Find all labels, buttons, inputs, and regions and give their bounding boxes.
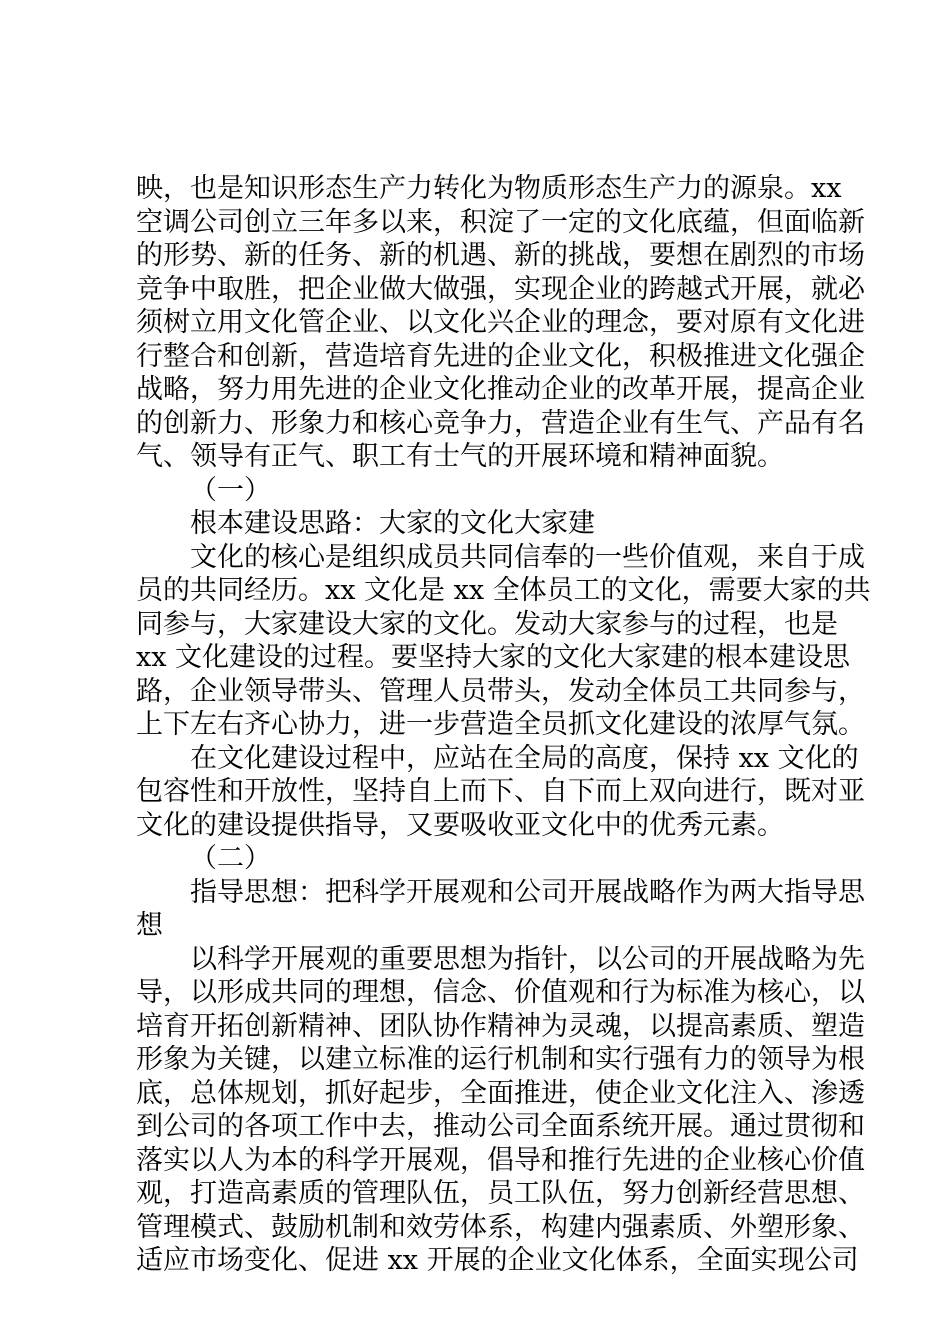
body-line-20: 文化的建设提供指导，又要吸收亚文化中的优秀元素。 [136,809,784,841]
body-line-18: 在文化建设过程中，应站在全局的高度，保持 xx 文化的 [190,742,859,774]
body-line-15: xx 文化建设的过程。要坚持大家的文化大家建的根本建设思 [136,642,851,673]
body-line-25: 导，以形成共同的理想，信念、价值观和行为标准为核心，以 [136,977,865,1008]
body-line-13: 员的共同经历。xx 文化是 xx 全体员工的文化，需要大家的共 [136,575,871,606]
body-line-2: 空调公司创立三年多以来，积淀了一定的文化底蕴，但面临新 [136,206,865,238]
body-line-16: 路，企业领导带头、管理人员带头，发动全体员工共同参与， [136,675,865,707]
section-heading-two-continuation: 想 [136,910,163,941]
body-line-12: 文化的核心是组织成员共同信奉的一些价值观，来自于成 [190,541,865,573]
body-line-33: 适应市场变化、促进 xx 开展的企业文化体系，全面实现公司 [136,1245,859,1276]
body-line-30: 落实以人为本的科学开展观，倡导和推行先进的企业核心价值 [136,1144,865,1176]
body-line-27: 形象为关键，以建立标准的运行机制和实行强有力的领导为根 [136,1044,865,1075]
body-line-5: 须树立用文化管企业、以文化兴企业的理念，要对原有文化进 [136,307,865,338]
section-number-two: （二） [190,843,271,874]
body-line-7: 战略，努力用先进的企业文化推动企业的改革开展，提高企业 [136,374,865,405]
body-line-24: 以科学开展观的重要思想为指针，以公司的开展战略为先 [190,943,865,975]
body-line-32: 管理模式、鼓励机制和效劳体系，构建内强素质、外塑形象、 [136,1211,865,1243]
document-body [136,172,871,1278]
body-line-4: 竞争中取胜，把企业做大做强，实现企业的跨越式开展，就必 [136,273,865,305]
body-line-17: 上下左右齐心协力，进一步营造全员抓文化建设的浓厚气氛。 [136,709,865,740]
body-line-29: 到公司的各项工作中去，推动公司全面系统开展。通过贯彻和 [136,1111,865,1142]
body-line-26: 培育开拓创新精神、团队协作精神为灵魂，以提高素质、塑造 [136,1010,865,1042]
body-line-31: 观，打造高素质的管理队伍，员工队伍，努力创新经营思想、 [136,1178,865,1209]
section-heading-two: 指导思想：把科学开展观和公司开展战略作为两大指导思 [190,876,865,908]
body-line-8: 的创新力、形象力和核心竞争力，营造企业有生气、产品有名 [136,407,865,439]
body-line-3: 的形势、新的任务、新的机遇、新的挑战，要想在剧烈的市场 [136,240,865,271]
body-line-28: 底，总体规划，抓好起步，全面推进，使企业文化注入、渗透 [136,1077,865,1109]
body-line-14: 同参与，大家建设大家的文化。发动大家参与的过程，也是 [136,608,838,640]
body-line-6: 行整合和创新，营造培育先进的企业文化，积极推进文化强企 [136,340,865,372]
body-line-1: 映，也是知识形态生产力转化为物质形态生产力的源泉。xx [136,173,842,204]
section-number-one: （一） [190,474,271,506]
paragraph-end-line: 气、领导有正气、职工有士气的开展环境和精神面貌。 [136,441,784,472]
section-heading-one: 根本建设思路：大家的文化大家建 [190,508,595,539]
body-line-19: 包容性和开放性，坚持自上而下、自下而上双向进行，既对亚 [136,776,865,807]
